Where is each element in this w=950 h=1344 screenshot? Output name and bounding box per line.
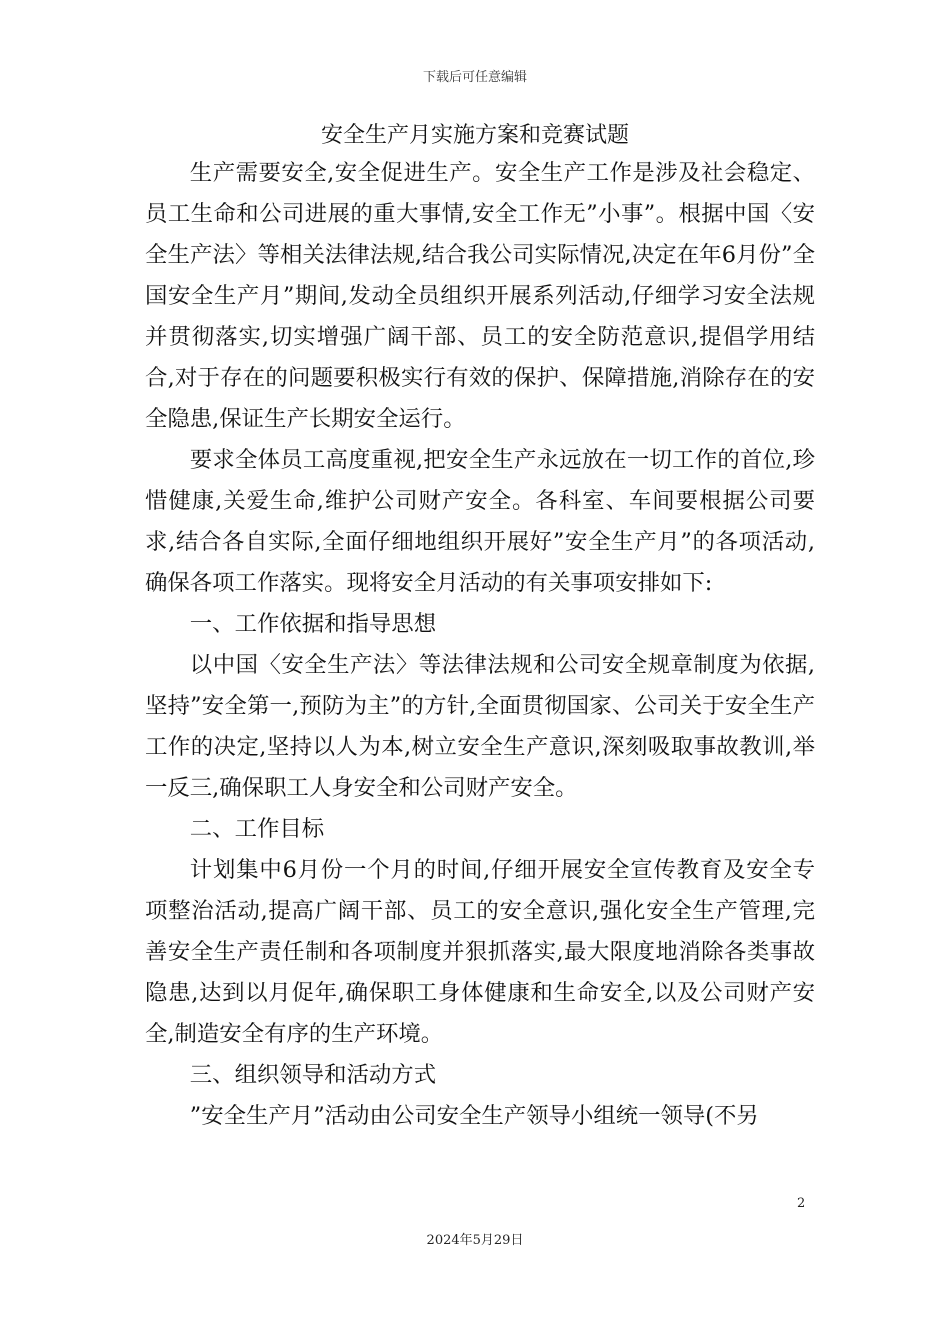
paragraph-basis: 以中国〈安全生产法〉等法律法规和公司安全规章制度为依据,坚持”安全第一,预防为主”的方针,全面贯彻国家、公司关于安全生产工作的决定,坚持以人为本,树立安全生产意识,深刻吸取事故教训,举一反三,确保职工人身安全和公司财产安全。 — [145, 652, 815, 801]
paragraph-intro: 生产需要安全,安全促进生产。安全生产工作是涉及社会稳定、员工生命和公司进展的重大事情,安全工作无”小事”。根据中国〈安全生产法〉等相关法律法规,结合我公司实际情况,决定在年6月份”全国安全生产月”期间,发动全员组织开展系列活动,仔细学习安全法规并贯彻落实,切实增强广阔干部、员工的安全防范意识,提倡学用结合,对于存在的问题要积极实行有效的保护、保障措施,消除存在的安全隐患,保证生产长期安全运行。 — [145, 160, 815, 432]
section-heading-goals: 二、工作目标 — [189, 816, 325, 842]
section-heading-organization: 三、组织领导和活动方式 — [189, 1062, 437, 1088]
document-title: 安全生产月实施方案和竞赛试题 — [320, 123, 629, 148]
document-body — [145, 153, 815, 1137]
paragraph-organization: ”安全生产月”活动由公司安全生产领导小组统一领导(不另 — [189, 1103, 759, 1129]
page-header: 下载后可任意编辑 — [422, 70, 527, 85]
section-heading-basis: 一、工作依据和指导思想 — [189, 611, 437, 637]
page-number: 2 — [797, 1196, 806, 1211]
page-footer-date: 2024年5月29日 — [426, 1233, 524, 1248]
paragraph-goals: 计划集中6月份一个月的时间,仔细开展安全宣传教育及安全专项整治活动,提高广阔干部、员工的安全意识,强化安全生产管理,完善安全生产责任制和各项制度并狠抓落实,最大限度地消除各类事故隐患,达到以月促年,确保职工身体健康和生命安全,以及公司财产安全,制造安全有序的生产环境。 — [145, 857, 815, 1047]
paragraph-requirements: 要求全体员工高度重视,把安全生产永远放在一切工作的首位,珍惜健康,关爱生命,维护公司财产安全。各科室、车间要根据公司要求,结合各自实际,全面仔细地组织开展好”安全生产月”的各项活动,确保各项工作落实。现将安全月活动的有关事项安排如下: — [145, 447, 815, 596]
